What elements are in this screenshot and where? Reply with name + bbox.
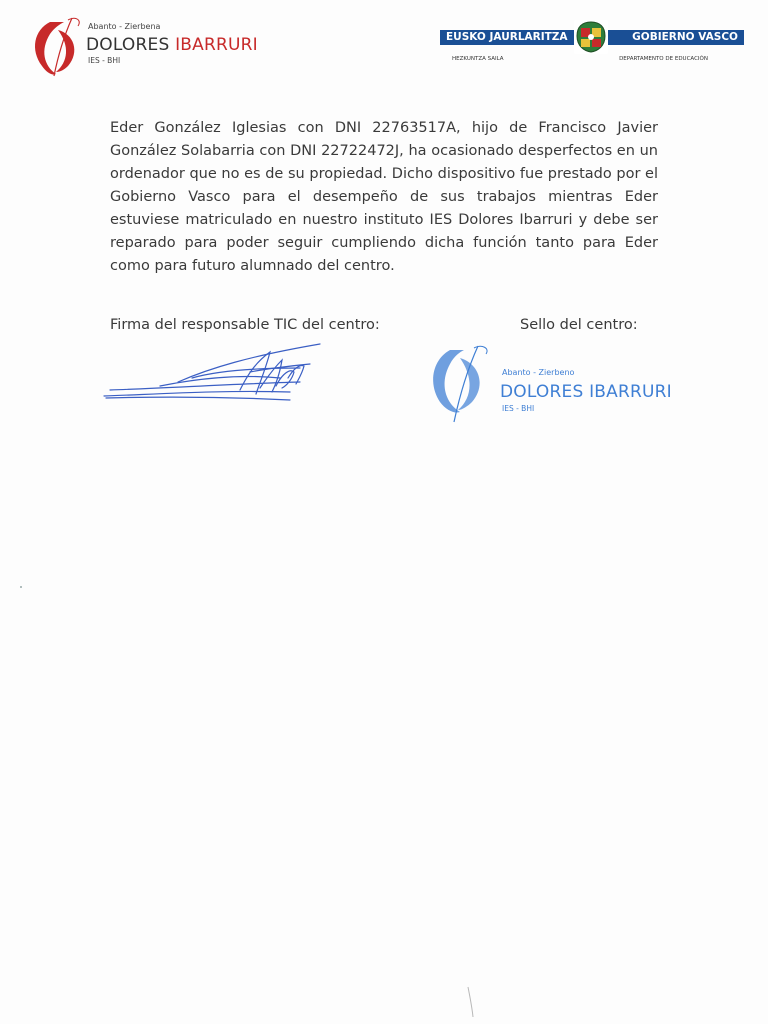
school-logo-code: IES - BHI <box>88 56 121 65</box>
handwritten-signature <box>100 338 330 408</box>
signature-label: Firma del responsable TIC del centro: <box>110 317 380 333</box>
stamp-subtitle: Abanto - Zierbeno <box>502 368 575 377</box>
stamp-name: DOLORES IBARRURI <box>500 382 672 402</box>
government-name-spanish: GOBIERNO VASCO <box>632 31 738 43</box>
school-stamp <box>420 342 690 427</box>
stamp-logo-mark-icon <box>420 342 500 427</box>
school-logo <box>28 16 258 78</box>
school-logo-subtitle: Abanto - Zierbena <box>88 22 161 31</box>
department-spanish: DEPARTAMENTO DE EDUCACIÓN <box>619 56 708 62</box>
school-logo-name-first: DOLORES <box>86 35 176 55</box>
scan-artifact <box>466 985 476 1019</box>
stamp-label: Sello del centro: <box>520 317 638 333</box>
government-name-basque: EUSKO JAURLARITZA <box>446 31 568 43</box>
government-header <box>440 18 744 68</box>
stamp-code: IES - BHI <box>502 404 535 413</box>
letter-body: Eder González Iglesias con DNI 22763517A, hijo de Francisco Javier González Solabarria con DNI 22722472J, ha ocasionado desperfectos en un ordenador que no es de su propiedad. Dicho dispositivo fue prestado por el Gobierno Vasco para el desempeño de sus trabajos mientras Eder estuviese matriculado en nuestro instituto IES Dolores Ibarruri y debe ser reparado para poder seguir cumpliendo dicha función tanto para Eder como para futuro alumnado del centro. <box>110 120 658 274</box>
department-basque: HEZKUNTZA SAILA <box>452 56 504 62</box>
school-logo-mark-icon <box>28 16 88 78</box>
basque-government-shield-icon <box>574 20 608 54</box>
school-logo-name <box>86 35 258 55</box>
scan-dot <box>20 586 22 588</box>
school-logo-name-second: IBARRURI <box>175 35 258 55</box>
